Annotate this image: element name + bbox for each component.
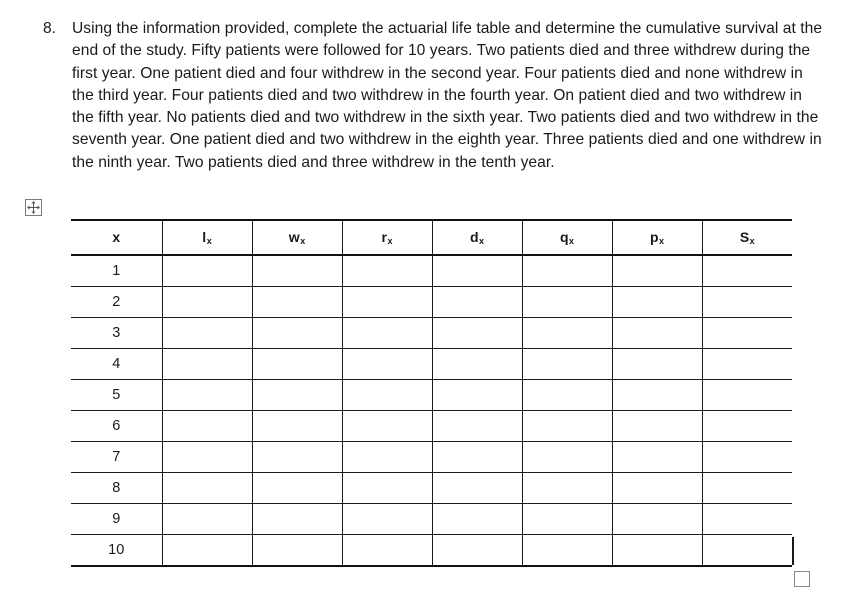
header-qx-sub: x	[569, 236, 575, 246]
cell-px[interactable]	[612, 535, 702, 567]
row-x-value[interactable]: 1	[71, 255, 162, 287]
cell-wx[interactable]	[252, 535, 342, 567]
header-rx-main: r	[381, 229, 387, 245]
cell-sx[interactable]	[702, 473, 792, 504]
header-lx-sub: x	[206, 236, 212, 246]
header-qx	[522, 220, 612, 255]
question-block	[0, 18, 867, 203]
cell-wx[interactable]	[252, 380, 342, 411]
cell-wx[interactable]	[252, 411, 342, 442]
cell-qx[interactable]	[522, 287, 612, 318]
question-number: 8.	[43, 20, 57, 37]
cell-qx[interactable]	[522, 255, 612, 287]
header-wx-sub: x	[300, 236, 306, 246]
row-x-value[interactable]: 8	[71, 473, 162, 504]
cell-rx[interactable]	[342, 318, 432, 349]
header-sx-sub: x	[749, 236, 755, 246]
cell-px[interactable]	[612, 318, 702, 349]
cell-rx[interactable]	[342, 473, 432, 504]
cell-rx[interactable]	[342, 287, 432, 318]
table-row	[71, 504, 792, 535]
table-header-row	[71, 220, 792, 255]
cell-qx[interactable]	[522, 380, 612, 411]
cell-qx[interactable]	[522, 473, 612, 504]
table-move-icon[interactable]	[25, 199, 42, 216]
header-qx-main: q	[559, 229, 569, 245]
cell-dx[interactable]	[432, 318, 522, 349]
row-x-value[interactable]: 3	[71, 318, 162, 349]
row-x-value[interactable]: 2	[71, 287, 162, 318]
cell-px[interactable]	[612, 473, 702, 504]
cell-qx[interactable]	[522, 349, 612, 380]
text-cursor	[792, 537, 794, 565]
cell-dx[interactable]	[432, 380, 522, 411]
cell-qx[interactable]	[522, 535, 612, 567]
cell-wx[interactable]	[252, 287, 342, 318]
table-row	[71, 473, 792, 504]
cell-rx[interactable]	[342, 380, 432, 411]
cell-sx[interactable]	[702, 442, 792, 473]
header-rx	[342, 220, 432, 255]
cell-lx[interactable]	[162, 255, 252, 287]
cell-wx[interactable]	[252, 349, 342, 380]
cell-dx[interactable]	[432, 349, 522, 380]
cell-sx[interactable]	[702, 287, 792, 318]
header-px	[612, 220, 702, 255]
header-px-sub: x	[659, 236, 665, 246]
header-dx-sub: x	[479, 236, 485, 246]
cell-wx[interactable]	[252, 442, 342, 473]
row-x-value[interactable]: 6	[71, 411, 162, 442]
row-x-value[interactable]: 10	[71, 535, 162, 567]
header-sx-main: S	[739, 229, 750, 245]
row-x-value[interactable]: 9	[71, 504, 162, 535]
cell-lx[interactable]	[162, 442, 252, 473]
cell-rx[interactable]	[342, 349, 432, 380]
header-sx	[702, 220, 792, 255]
cell-px[interactable]	[612, 255, 702, 287]
table-row	[71, 349, 792, 380]
cell-wx[interactable]	[252, 473, 342, 504]
cell-lx[interactable]	[162, 504, 252, 535]
header-px-main: p	[649, 229, 659, 245]
cell-wx[interactable]	[252, 504, 342, 535]
cell-lx[interactable]	[162, 380, 252, 411]
cell-sx[interactable]	[702, 255, 792, 287]
cell-sx[interactable]	[702, 411, 792, 442]
row-x-value[interactable]: 4	[71, 349, 162, 380]
cell-wx[interactable]	[252, 255, 342, 287]
row-x-value[interactable]: 5	[71, 380, 162, 411]
cell-lx[interactable]	[162, 287, 252, 318]
header-wx-main: w	[288, 229, 300, 245]
cell-dx[interactable]	[432, 442, 522, 473]
table-row	[71, 380, 792, 411]
cell-px[interactable]	[612, 380, 702, 411]
cell-qx[interactable]	[522, 411, 612, 442]
header-wx	[252, 220, 342, 255]
cell-wx[interactable]	[252, 318, 342, 349]
cell-qx[interactable]	[522, 504, 612, 535]
question-text: Using the information provided, complete the actuarial life table and determine the cumulative survival at the end of the study. Fifty patients were followed for 10 years. Two patients died and three withdrew during the first year. One patient died and four withdrew in the second year. Four patients died and none withdrew in the third year. Four patients died and two withdrew in the fourth year. On patient died and two withdrew in the fifth year. No patients died and two withdrew in the sixth year. Two patients died and two withdrew in the seventh year. One patient died and two withdrew in the eighth year. Three patients died and one withdrew in the ninth year. Two patients died and three withdrew in the tenth year.	[72, 20, 823, 171]
table-row	[71, 287, 792, 318]
cell-rx[interactable]	[342, 535, 432, 567]
cell-dx[interactable]	[432, 411, 522, 442]
cell-px[interactable]	[612, 411, 702, 442]
header-dx	[432, 220, 522, 255]
cell-sx[interactable]	[702, 380, 792, 411]
cell-qx[interactable]	[522, 318, 612, 349]
cell-dx[interactable]	[432, 473, 522, 504]
table-row	[71, 442, 792, 473]
cell-rx[interactable]	[342, 442, 432, 473]
cell-dx[interactable]	[432, 255, 522, 287]
header-lx	[162, 220, 252, 255]
cell-lx[interactable]	[162, 318, 252, 349]
cell-lx[interactable]	[162, 349, 252, 380]
table-row	[71, 535, 792, 567]
cell-lx[interactable]	[162, 473, 252, 504]
header-x	[71, 220, 162, 255]
header-x-label: x	[112, 229, 121, 245]
header-rx-sub: x	[387, 236, 393, 246]
cell-sx[interactable]	[702, 535, 792, 567]
cell-dx[interactable]	[432, 504, 522, 535]
life-table	[71, 219, 792, 567]
header-dx-main: d	[469, 229, 479, 245]
row-x-value[interactable]: 7	[71, 442, 162, 473]
cell-lx[interactable]	[162, 411, 252, 442]
table-row	[71, 255, 792, 287]
header-lx-main: l	[202, 229, 207, 245]
cell-lx[interactable]	[162, 535, 252, 567]
cell-px[interactable]	[612, 287, 702, 318]
cell-dx[interactable]	[432, 287, 522, 318]
cell-sx[interactable]	[702, 318, 792, 349]
table-row	[71, 318, 792, 349]
cell-px[interactable]	[612, 442, 702, 473]
cell-rx[interactable]	[342, 255, 432, 287]
cell-px[interactable]	[612, 504, 702, 535]
cell-rx[interactable]	[342, 504, 432, 535]
cell-sx[interactable]	[702, 504, 792, 535]
table-row	[71, 411, 792, 442]
table-resize-icon[interactable]	[794, 571, 810, 587]
cell-px[interactable]	[612, 349, 702, 380]
cell-rx[interactable]	[342, 411, 432, 442]
cell-qx[interactable]	[522, 442, 612, 473]
cell-sx[interactable]	[702, 349, 792, 380]
cell-dx[interactable]	[432, 535, 522, 567]
